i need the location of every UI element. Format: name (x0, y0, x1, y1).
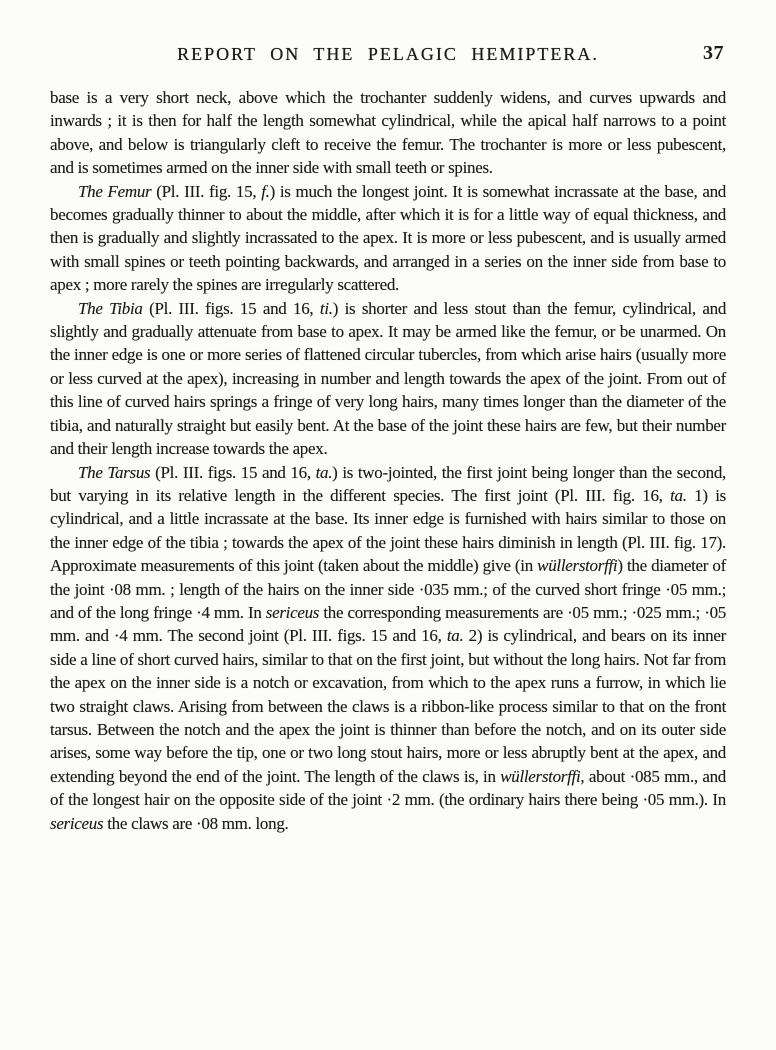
text-segment: the corresponding measurements are ·05 mm.; ·025 mm.; ·05 mm. and ·4 mm. The second joint (Pl. III. figs. 15 and 16, (50, 602, 726, 646)
running-head-title: REPORT ON THE PELAGIC HEMIPTERA. (177, 44, 599, 64)
italic-text: f. (261, 181, 270, 201)
text-segment: 1) is cylindrical, and a little incrassate at the base. Its inner edge is furnished with hairs similar to those on the inner edge of the tibia ; towards the apex of the joint these hairs diminish in length (Pl. III. fig. 17). Approximate measurements of this joint (taken about the middle) give (in (50, 485, 727, 576)
italic-text: wüllerstorffi (537, 556, 618, 576)
paragraph (50, 180, 726, 297)
italic-text: sericeus (265, 602, 320, 622)
italic-text: The Femur (78, 181, 152, 201)
text-segment: the claws are ·08 mm. long. (103, 813, 289, 833)
page-body (50, 86, 726, 835)
italic-text: The Tibia (78, 298, 143, 318)
italic-text: sericeus (50, 813, 104, 833)
paragraph (50, 297, 726, 461)
text-segment: base is a very short neck, above which the trochanter suddenly widens, and curves upwards and inwards ; it is then for half the length somewhat cylindrical, while the apical half narrows to a point above, and below is triangularly cleft to receive the femur. The trochanter is more or less pubescent, and is sometimes armed on the inner side with small teeth or spines. (50, 88, 726, 178)
text-segment: , about ·085 mm., and of the longest hair on the opposite side of the joint ·2 mm. (the ordinary hairs there being ·05 mm.). In (50, 766, 727, 810)
text-segment: (Pl. III. figs. 15 and 16, (142, 298, 320, 318)
text-segment: (Pl. III. fig. 15, (151, 181, 262, 201)
text-segment: ) the diameter of the joint ·08 mm. ; length of the hairs on the inner side ·035 mm.; of the curved short fringe ·05 mm.; and of the long fringe ·4 mm. In (50, 556, 726, 622)
italic-text: ta. (315, 462, 333, 482)
italic-text: ta. (446, 626, 464, 646)
italic-text: wüllerstorffi (500, 766, 581, 786)
italic-text: ta. (670, 485, 687, 505)
text-segment: ) is shorter and less stout than the femur, cylindrical, and slightly and gradually attenuate from base to apex. It may be armed like the femur, or be unarmed. On the inner edge is one or more series of flattened circular tubercles, from which arise hairs (usually more or less curved at the apex), increasing in number and length towards the apex of the joint. From out of this line of curved hairs springs a fringe of very long hairs, many times longer than the diameter of the tibia, and naturally straight but easily bent. At the base of the joint these hairs are few, but their number and their length increase towards the apex. (50, 298, 727, 459)
text-segment: ) is much the longest joint. It is somewhat incrassate at the base, and becomes gradually thinner to about the middle, after which it is for a little way of equal thickness, and then is gradually and slightly incrassated to the apex. It is more or less pubescent, and is usually armed with small spines or teeth pointing backwards, and arranged in a series on the inner side from base to apex ; more rarely the spines are irregularly scattered. (50, 181, 726, 295)
italic-text: ti. (319, 298, 333, 318)
text-segment: 2) is cylindrical, and bears on its inner side a line of short curved hairs, similar to that on the first joint, but without the long hairs. Not far from the apex on the inner side is a notch or excavation, from which to the apex runs a furrow, in which lie two straight claws. Arising from between the claws is a ribbon-like process similar to that on the front tarsus. Between the notch and the apex the joint is thinner than before the notch, and on its outer side arises, some way before the tip, one or two long stout hairs, more or less abruptly bent at the apex, and extending beyond the end of the joint. The length of the claws is, in (50, 626, 726, 786)
italic-text: The Tarsus (78, 462, 151, 482)
page-number: 37 (703, 42, 724, 64)
text-segment: ) is two-jointed, the first joint being longer than the second, but varying in its relative length in the different species. The first joint (Pl. III. fig. 16, (50, 462, 726, 505)
paragraph (50, 86, 726, 180)
page-header (50, 44, 726, 66)
paragraph (50, 461, 726, 836)
text-segment: (Pl. III. figs. 15 and 16, (150, 462, 316, 482)
